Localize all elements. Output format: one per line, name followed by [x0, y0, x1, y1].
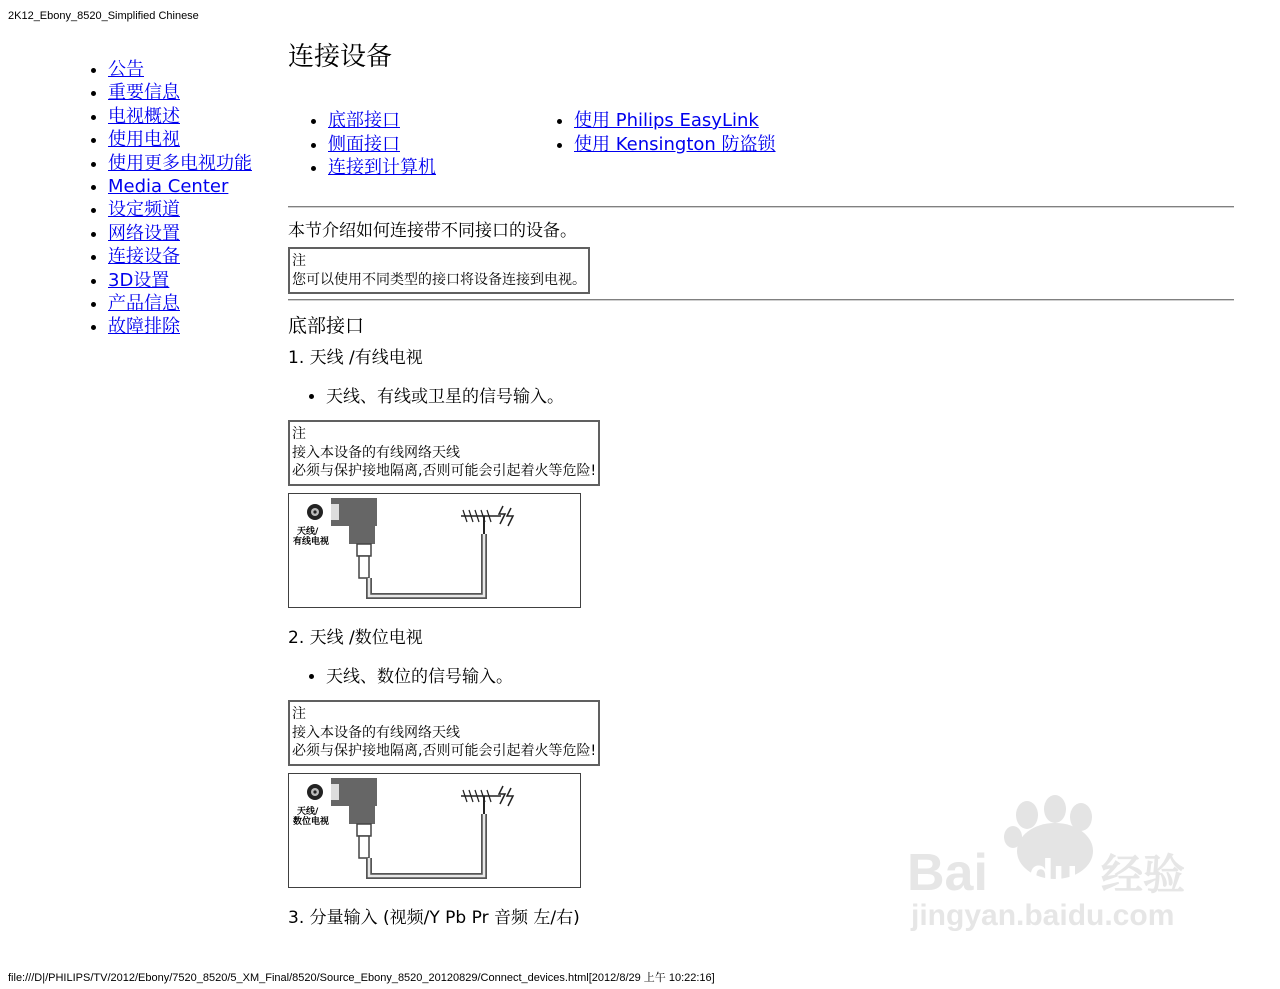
cable-line [369, 534, 484, 596]
note-line: 必须与保护接地隔离,否则可能会引起着火等危险! [292, 463, 597, 479]
sidebar-link-use-tv[interactable]: 使用电视 [108, 129, 180, 151]
sidebar-link-network[interactable]: 网络设置 [108, 222, 180, 244]
sidebar-item [108, 81, 252, 104]
note-title: 注 [292, 426, 306, 442]
sidebar-nav [90, 58, 252, 339]
note-title: 注 [292, 706, 306, 722]
note-text: 您可以使用不同类型的接口将设备连接到电视。 [292, 271, 586, 288]
sidebar-item [108, 269, 252, 292]
sidebar-link-media-center[interactable]: Media Center [108, 176, 229, 198]
sidebar-item [108, 222, 252, 245]
watermark-brand: 经验 [1101, 850, 1186, 899]
sidebar-item [108, 105, 252, 128]
bullet-list [308, 382, 564, 407]
toc-link-easylink[interactable]: 使用 Philips EasyLink [574, 110, 759, 131]
print-header: 2K12_Ebony_8520_Simplified Chinese [8, 10, 199, 22]
toc-link-kensington[interactable]: 使用 Kensington 防盗锁 [574, 133, 776, 155]
sidebar-item [108, 315, 252, 338]
sidebar-link-channels[interactable]: 设定频道 [108, 199, 180, 221]
intro-note [288, 247, 590, 294]
toc-link-side-ports[interactable]: 侧面接口 [328, 133, 400, 155]
toc-left [306, 109, 436, 180]
toc-link-bottom-ports[interactable]: 底部接口 [328, 110, 400, 131]
toc-item [328, 109, 436, 133]
toc-link-computer[interactable]: 连接到计算机 [328, 157, 436, 178]
sidebar-link-important[interactable]: 重要信息 [108, 82, 180, 104]
antenna-connection-diagram [288, 493, 581, 608]
item-heading-component: 3. 分量输入 (视频/Y Pb Pr 音频 左/右) [288, 908, 580, 928]
sidebar-item [108, 292, 252, 315]
baidu-watermark [905, 795, 1205, 944]
section-title: 底部接口 [288, 315, 365, 337]
cable-line [369, 814, 484, 876]
watermark-url: jingyan.baidu.com [911, 899, 1175, 932]
note-line: 接入本设备的有线网络天线 [292, 724, 460, 741]
item-heading-antenna-digital: 2. 天线 /数位电视 [288, 628, 423, 648]
sidebar-link-troubleshooting[interactable]: 故障排除 [108, 316, 180, 338]
sidebar-link-product-info[interactable]: 产品信息 [108, 293, 180, 315]
bullet-list [308, 662, 513, 687]
sidebar-link-tv-overview[interactable]: 电视概述 [108, 105, 180, 127]
diagram-label: 有线电视 [293, 537, 330, 547]
sidebar-link-connect-devices[interactable]: 连接设备 [108, 246, 180, 268]
diagram-label: 天线/ [297, 527, 319, 537]
sidebar-item [108, 128, 252, 151]
toc-item [574, 109, 776, 133]
divider [288, 206, 1234, 208]
watermark-brand: Bai [907, 844, 988, 902]
warning-note [288, 420, 600, 486]
sidebar-item [108, 245, 252, 268]
bullet-item: • 天线、数位的信号输入。 [326, 662, 513, 687]
toc-item [328, 133, 436, 157]
toc-item [574, 133, 776, 157]
toc-right [552, 109, 776, 156]
note-line: 接入本设备的有线网络天线 [292, 444, 460, 461]
diagram-label: 数位电视 [293, 817, 330, 827]
item-heading-antenna-cable: 1. 天线 /有线电视 [288, 348, 423, 368]
diagram-label: 天线/ [297, 807, 319, 817]
print-footer: file:///D|/PHILIPS/TV/2012/Ebony/7520_8520/5_XM_Final/8520/Source_Ebony_8520_20120829/Connect_devices.html[2012/8/29 上午 10:22:16] [8, 972, 715, 984]
sidebar-link-3d[interactable]: 3D设置 [108, 269, 170, 291]
watermark-brand: du [1029, 852, 1078, 896]
note-title: 注 [292, 253, 306, 269]
sidebar-item [108, 198, 252, 221]
sidebar-link-more-features[interactable]: 使用更多电视功能 [108, 152, 252, 174]
intro-text: 本节介绍如何连接带不同接口的设备。 [288, 221, 577, 241]
toc-item [328, 156, 436, 180]
antenna-connection-diagram [288, 773, 581, 888]
page-title: 连接设备 [288, 42, 393, 72]
bullet-item: • 天线、有线或卫星的信号输入。 [326, 382, 564, 407]
sidebar-item [108, 175, 252, 198]
sidebar-link-announcement[interactable]: 公告 [108, 59, 144, 80]
sidebar-item [108, 58, 252, 81]
divider [288, 299, 1234, 301]
warning-note [288, 700, 600, 766]
note-line: 必须与保护接地隔离,否则可能会引起着火等危险! [292, 743, 597, 759]
sidebar-item [108, 152, 252, 175]
